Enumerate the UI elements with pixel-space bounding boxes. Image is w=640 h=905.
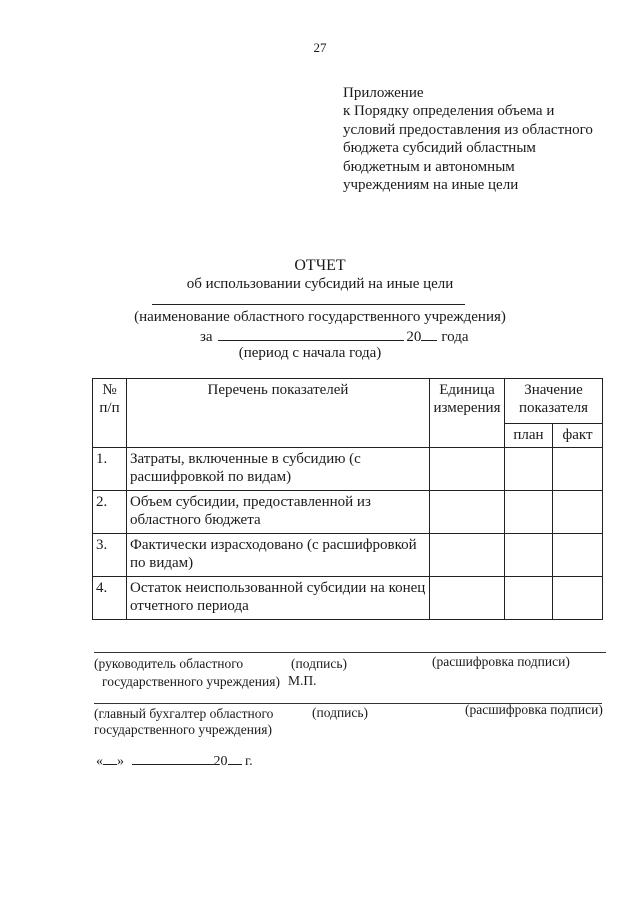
- row-unit-cell[interactable]: [430, 448, 505, 491]
- accountant-sign-caption: (подпись): [312, 705, 369, 720]
- report-title: ОТЧЕТ: [294, 257, 346, 274]
- row-text: Остаток неиспользованной субсидии на конец отчетного периода: [127, 577, 430, 620]
- appendix-block: [343, 84, 633, 194]
- accountant-decode-caption: (расшифровка подписи): [465, 702, 603, 717]
- date-suffix: г.: [245, 754, 253, 769]
- row-fact-cell[interactable]: [553, 534, 603, 577]
- period-line: [200, 327, 468, 346]
- row-num: 2.: [93, 491, 127, 534]
- table-row: [93, 577, 603, 620]
- row-plan-cell[interactable]: [505, 491, 553, 534]
- header-fact: факт: [553, 424, 603, 448]
- head-signature-line[interactable]: [94, 652, 606, 653]
- stamp-label: М.П.: [288, 673, 317, 688]
- table-row: [93, 448, 603, 491]
- period-blank[interactable]: [218, 327, 404, 341]
- row-text: Затраты, включенные в субсидию (с расшифровкой по видам): [127, 448, 430, 491]
- header-plan: план: [505, 424, 553, 448]
- year-suffix: года: [441, 329, 469, 345]
- page-number: 27: [313, 40, 327, 55]
- header-unit: Единица измерения: [430, 379, 505, 448]
- row-num: 3.: [93, 534, 127, 577]
- appendix-line: бюджетным и автономным: [343, 158, 515, 175]
- row-unit-cell[interactable]: [430, 577, 505, 620]
- row-text: Объем субсидии, предоставленной из областного бюджета: [127, 491, 430, 534]
- report-subtitle: об использовании субсидий на иные цели: [186, 276, 454, 292]
- date-quote-open: «: [96, 754, 103, 769]
- accountant-role-line1: (главный бухгалтер областного: [94, 706, 274, 721]
- head-role-line2: государственного учреждения): [102, 674, 280, 689]
- appendix-line: Приложение: [343, 85, 424, 101]
- row-unit-cell[interactable]: [430, 534, 505, 577]
- table-row: [93, 491, 603, 534]
- row-num: 1.: [93, 448, 127, 491]
- year-blank[interactable]: [228, 752, 242, 765]
- row-fact-cell[interactable]: [553, 491, 603, 534]
- row-unit-cell[interactable]: [430, 491, 505, 534]
- appendix-line: к Порядку определения объема и: [343, 103, 555, 120]
- appendix-line: учреждениям на иные цели: [343, 177, 519, 194]
- year-prefix: 20: [406, 329, 422, 345]
- report-table: [92, 378, 603, 620]
- row-text: Фактически израсходовано (с расшифровкой по видам): [127, 534, 430, 577]
- row-fact-cell[interactable]: [553, 448, 603, 491]
- date-year: 20: [213, 754, 228, 769]
- row-plan-cell[interactable]: [505, 577, 553, 620]
- date-line: [96, 752, 253, 770]
- row-plan-cell[interactable]: [505, 448, 553, 491]
- org-name-caption: (наименование областного государственного учреждения): [134, 309, 506, 325]
- month-blank[interactable]: [132, 752, 214, 765]
- appendix-line: условий предоставления из областного: [343, 121, 593, 138]
- table-row: [93, 534, 603, 577]
- date-quote-close: »: [117, 754, 124, 769]
- header-indicators: Перечень показателей: [127, 379, 430, 448]
- period-caption: (период с начала года): [238, 345, 382, 361]
- row-plan-cell[interactable]: [505, 534, 553, 577]
- row-fact-cell[interactable]: [553, 577, 603, 620]
- head-decode-caption: (расшифровка подписи): [432, 654, 570, 669]
- header-num: № п/п: [93, 379, 127, 448]
- accountant-role-line2: государственного учреждения): [94, 722, 272, 737]
- for-label: за: [200, 329, 213, 345]
- header-value: Значение показателя: [505, 379, 603, 424]
- year-blank[interactable]: [421, 327, 437, 341]
- org-name-line[interactable]: [152, 304, 465, 305]
- day-blank[interactable]: [103, 752, 117, 765]
- row-num: 4.: [93, 577, 127, 620]
- appendix-line: бюджета субсидий областным: [343, 140, 536, 157]
- head-role-line1: (руководитель областного: [94, 656, 244, 671]
- head-sign-caption: (подпись): [291, 656, 348, 671]
